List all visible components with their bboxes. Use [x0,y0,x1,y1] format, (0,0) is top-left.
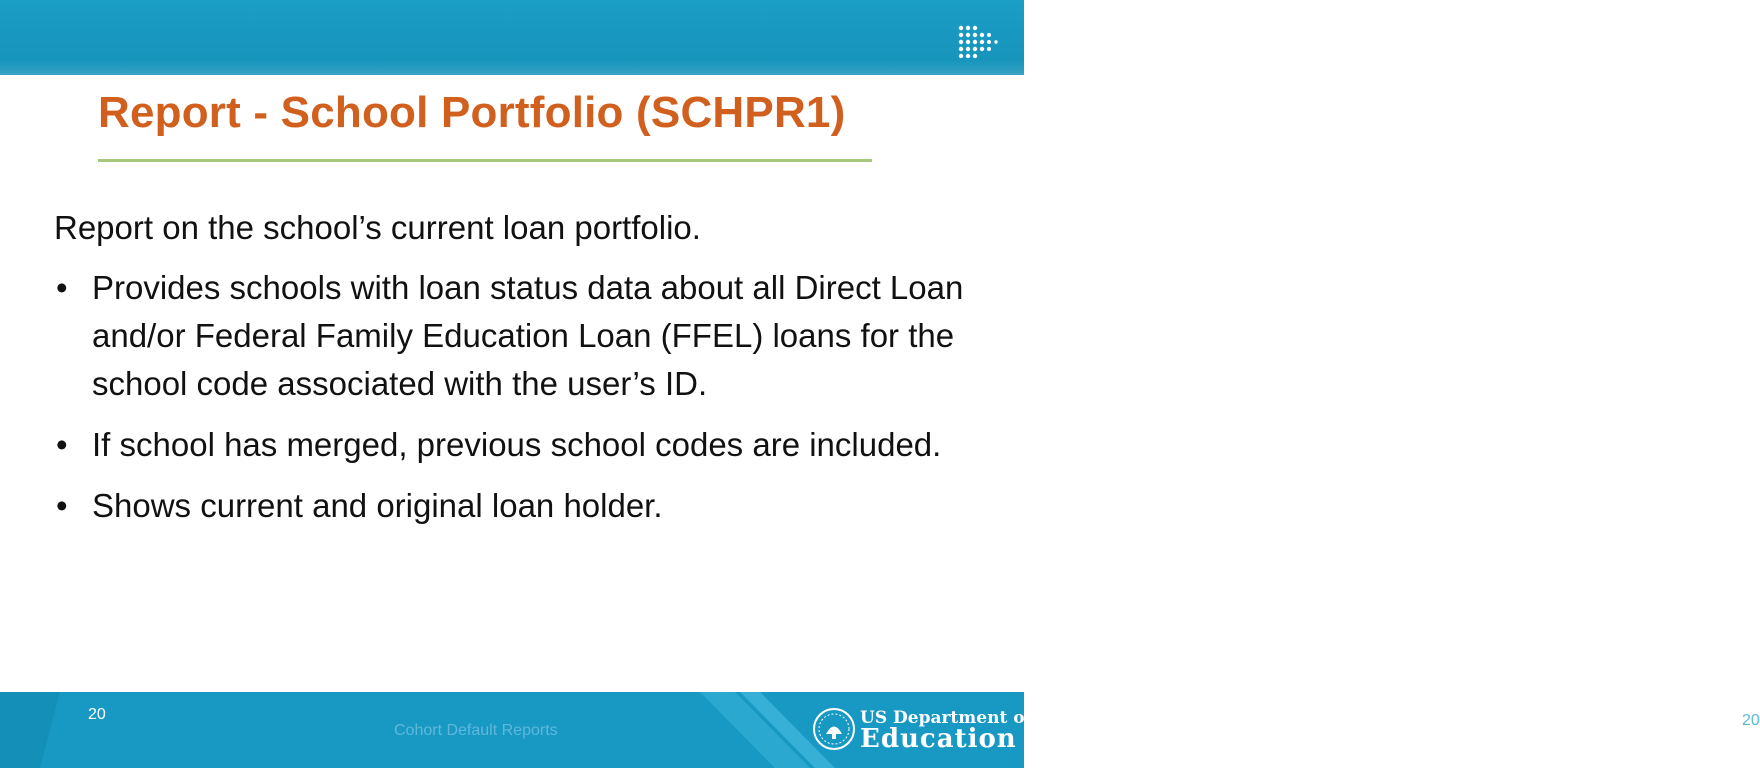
intro-text: Report on the school’s current loan portfolio. [54,209,701,246]
bullet-list [54,264,994,543]
dot-matrix-logo-icon [955,24,999,60]
ghost-page-number: 20 [1742,712,1760,729]
bullet-text: If school has merged, previous school codes are included. [92,426,942,463]
bullet-marker: • [56,269,68,306]
logo-line-1: US Department of [860,708,1032,728]
header-shade [0,60,1024,75]
bullet-text: Shows current and original loan holder. [92,487,663,524]
bullet-marker: • [56,487,68,524]
department-logo [808,692,1760,768]
list-item [54,421,994,469]
header-band [0,0,1024,75]
logo-line-2: Education [860,724,1017,754]
bullet-marker: • [56,426,68,463]
page-number: 20 [88,706,106,723]
title-underline [98,159,872,162]
list-item [54,482,994,530]
department-seal-icon [812,707,856,751]
slide-title: Report - School Portfolio (SCHPR1) [98,88,846,137]
footer-title: Cohort Default Reports [394,722,558,739]
bullet-text: Provides schools with loan status data about all Direct Loan and/or Federal Family Education Loan (FFEL) loans for the school code associated with the user’s ID. [92,269,964,402]
list-item [54,264,994,408]
